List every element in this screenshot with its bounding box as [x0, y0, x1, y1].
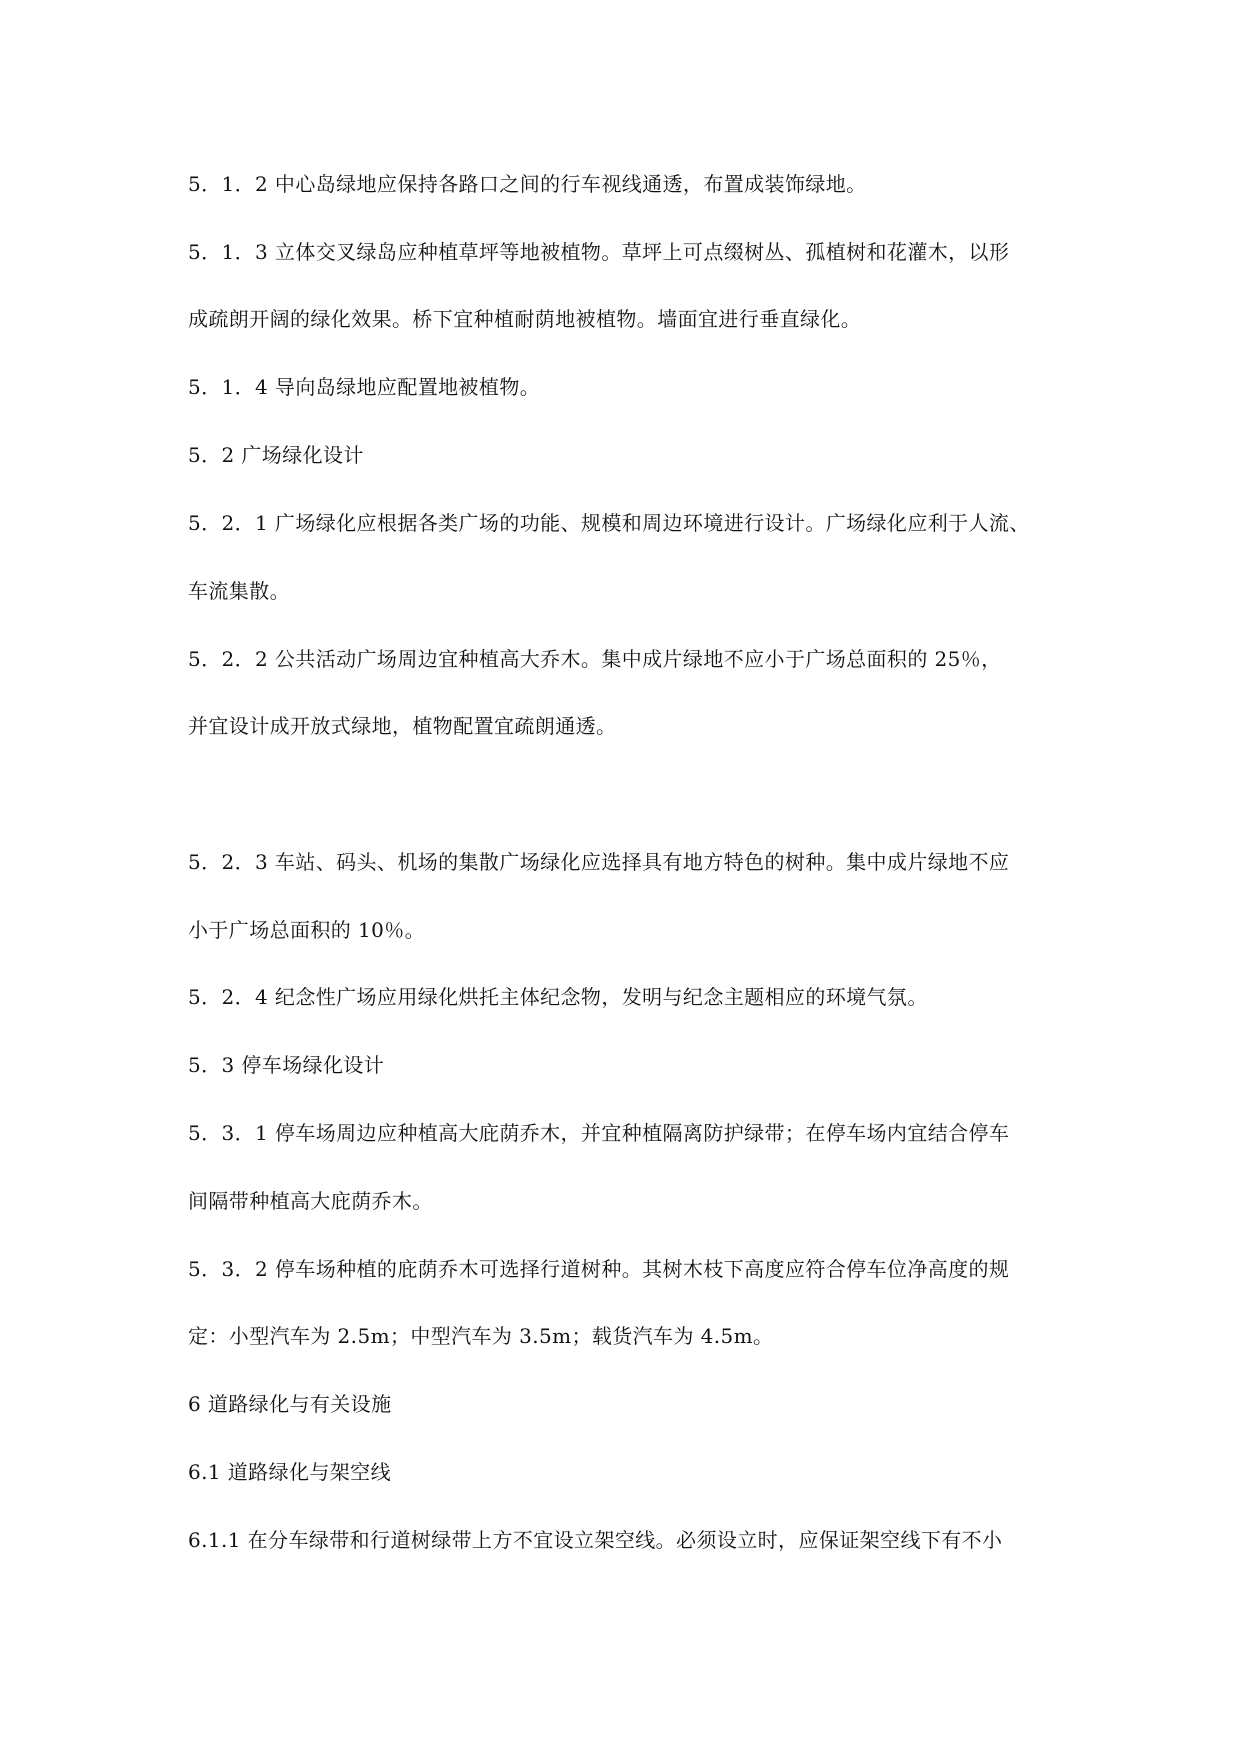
text-line: 5．1．3 立体交叉绿岛应种植草坪等地被植物。草坪上可点缀树丛、孤植树和花灌木，以形: [188, 240, 1010, 264]
text-line: 定：小型汽车为 2.5m；中型汽车为 3.5m；载货汽车为 4.5m。: [188, 1324, 774, 1348]
text-line: 并宜设计成开放式绿地，植物配置宜疏朗通透。: [188, 714, 617, 738]
text-line: 5．2．2 公共活动广场周边宜种植高大乔木。集中成片绿地不应小于广场总面积的 25％，: [188, 647, 1002, 671]
chapter-heading: 6 道路绿化与有关设施: [188, 1392, 392, 1416]
section-heading: 5．3 停车场绿化设计: [188, 1053, 385, 1077]
text-line: 5．2．1 广场绿化应根据各类广场的功能、规模和周边环境进行设计。广场绿化应利于人流、: [188, 511, 1030, 535]
text-line: 5．3．1 停车场周边应种植高大庇荫乔木，并宜种植隔离防护绿带；在停车场内宜结合停车: [188, 1121, 1010, 1145]
text-line: 间隔带种植高大庇荫乔木。: [188, 1189, 433, 1213]
text-line: 5．1．4 导向岛绿地应配置地被植物。: [188, 375, 541, 399]
text-line: 6.1.1 在分车绿带和行道树绿带上方不宜设立架空线。必须设立时，应保证架空线下有不小: [188, 1528, 1003, 1552]
text-line: 5．2．3 车站、码头、机场的集散广场绿化应选择具有地方特色的树种。集中成片绿地不应: [188, 850, 1010, 874]
text-line: 成疏朗开阔的绿化效果。桥下宜种植耐荫地被植物。墙面宜进行垂直绿化。: [188, 307, 862, 331]
text-line: 车流集散。: [188, 579, 290, 603]
section-heading: 6.1 道路绿化与架空线: [188, 1460, 391, 1484]
text-line: 5．1．2 中心岛绿地应保持各路口之间的行车视线通透，布置成装饰绿地。: [188, 172, 867, 196]
text-line: 小于广场总面积的 10％。: [188, 918, 426, 942]
section-heading: 5．2 广场绿化设计: [188, 443, 364, 467]
text-line: 5．3．2 停车场种植的庇荫乔木可选择行道树种。其树木枝下高度应符合停车位净高度的规: [188, 1257, 1010, 1281]
text-line: 5．2．4 纪念性广场应用绿化烘托主体纪念物，发明与纪念主题相应的环境气氛。: [188, 985, 928, 1009]
